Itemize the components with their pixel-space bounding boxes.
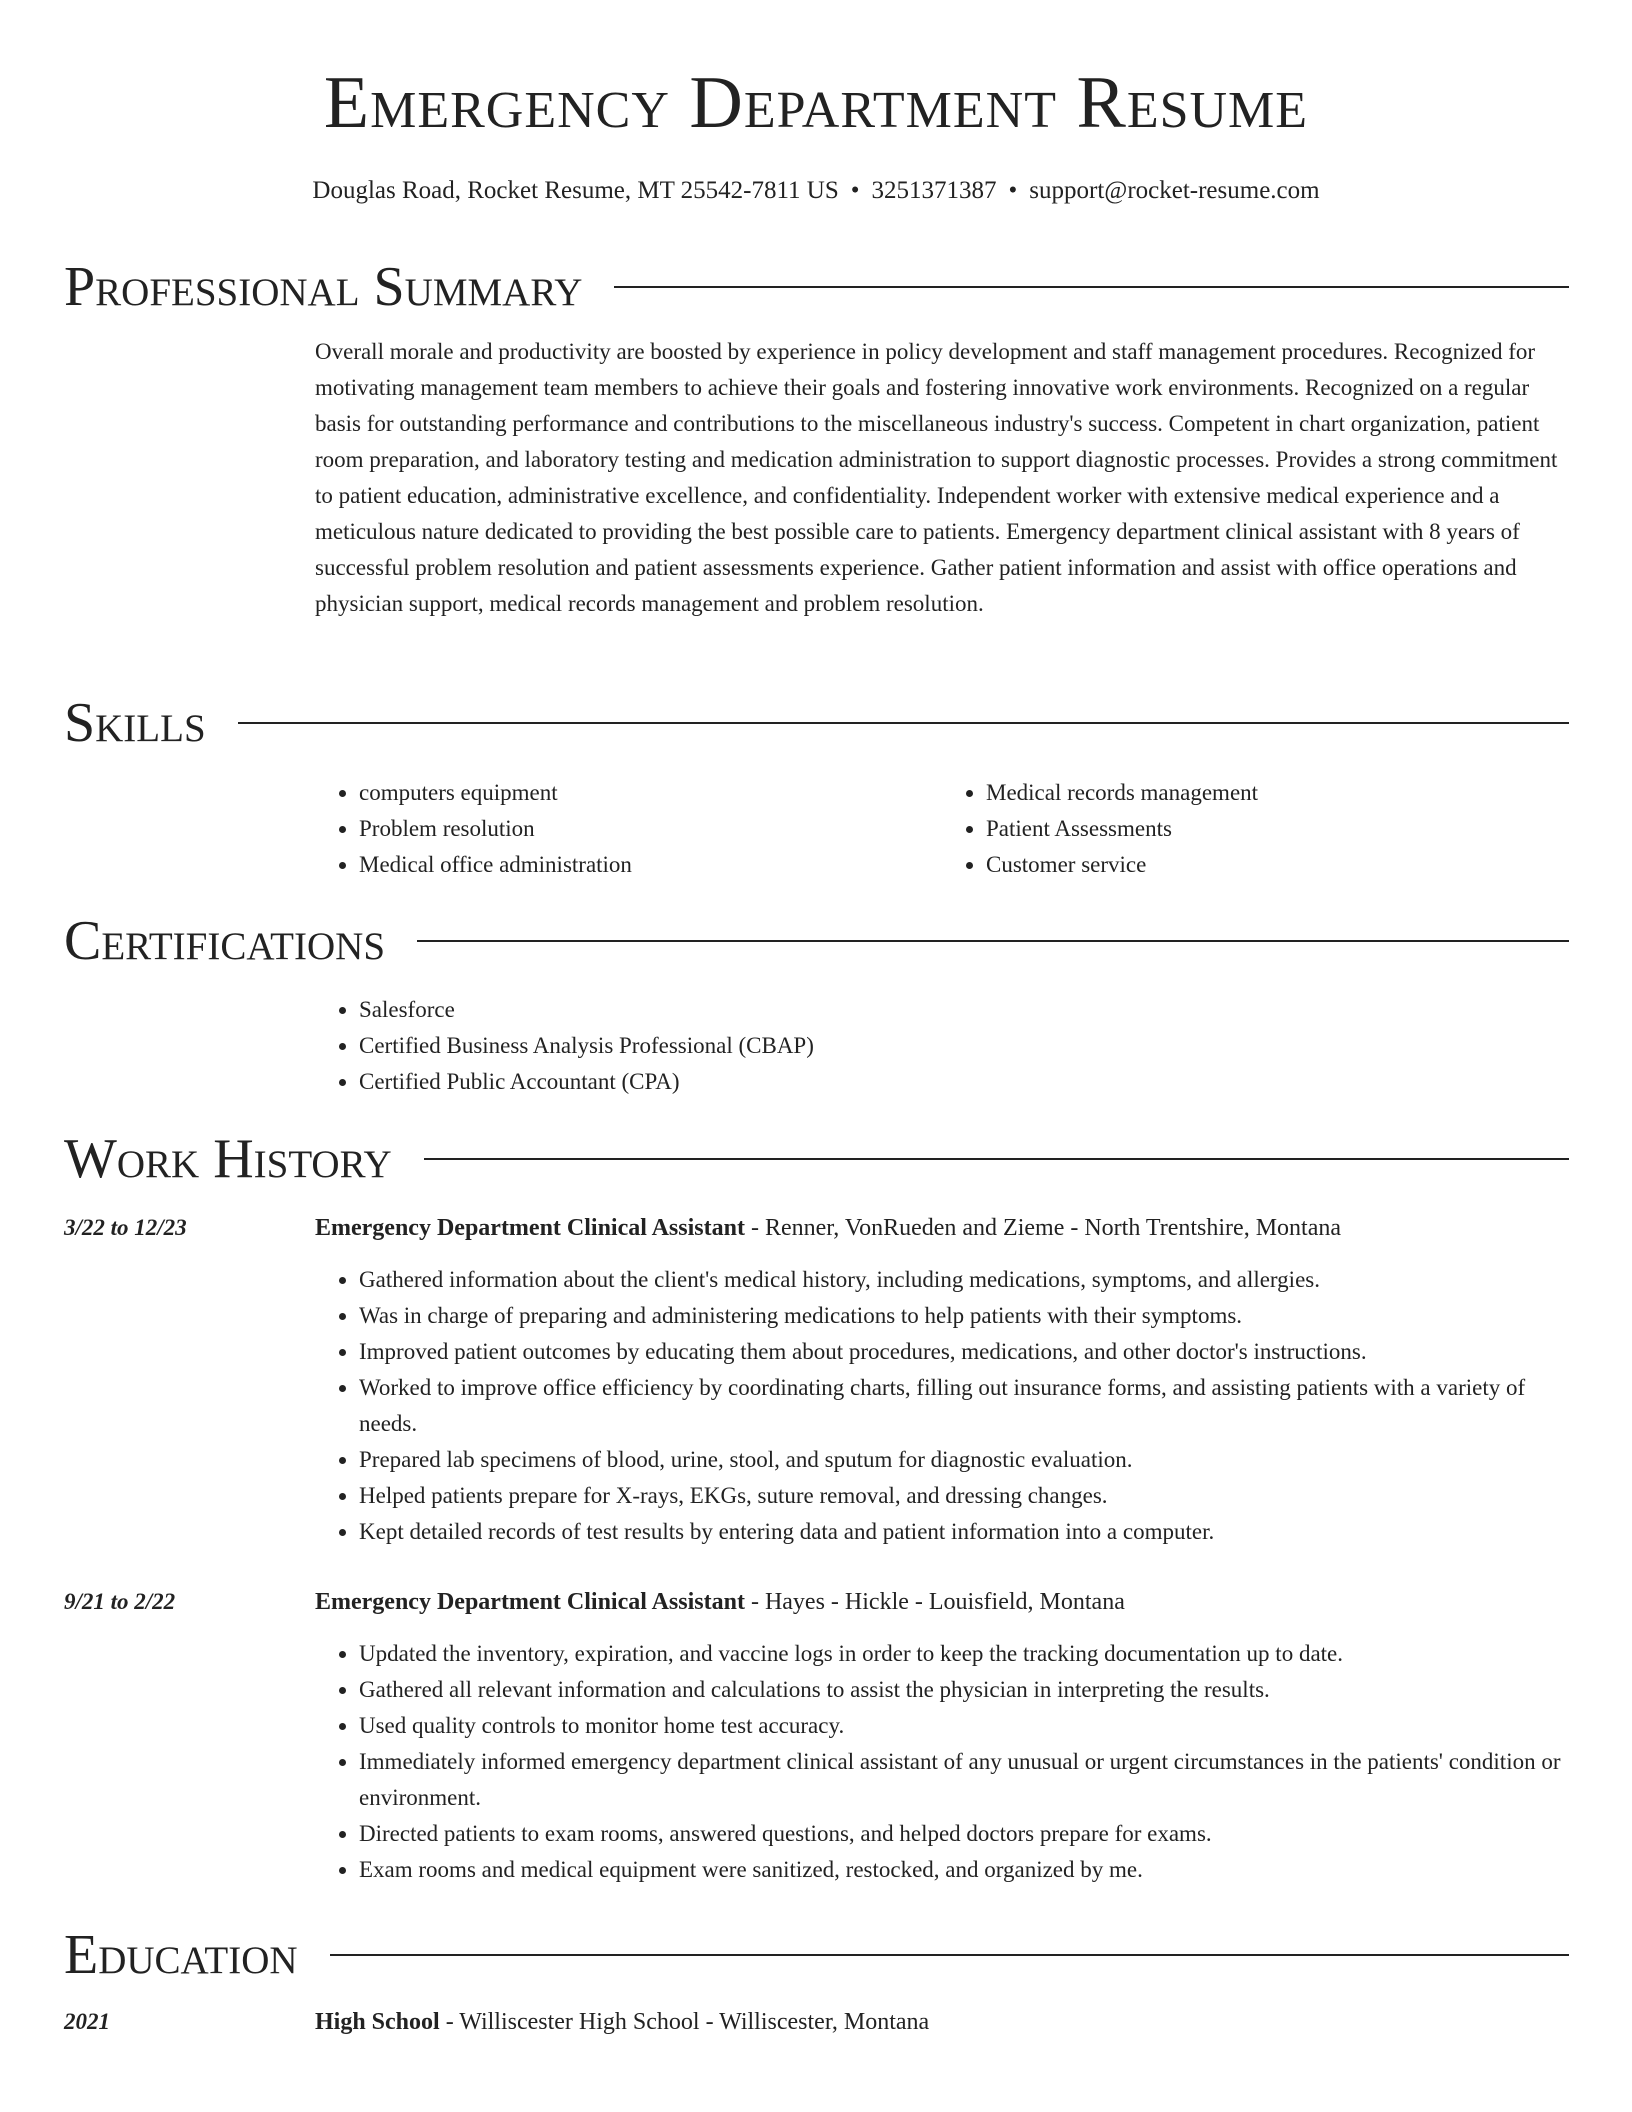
contact-separator: • bbox=[850, 177, 860, 204]
list-item: • Patient Assessments bbox=[986, 811, 1569, 847]
job-entry bbox=[64, 1584, 1569, 1888]
job-title-line bbox=[315, 1210, 1569, 1246]
list-item: • Medical office administration bbox=[359, 847, 942, 883]
contact-phone: 3251371387 bbox=[871, 177, 997, 204]
list-item: • Was in charge of preparing and administering medications to help patients with their symptoms. bbox=[359, 1298, 1569, 1334]
job-title-line bbox=[315, 1584, 1569, 1620]
contact-email: support@rocket-resume.com bbox=[1029, 177, 1320, 204]
skills-column-left bbox=[315, 775, 942, 883]
job-body bbox=[315, 1584, 1569, 1888]
list-item: • Medical records management bbox=[986, 775, 1569, 811]
list-item: • Kept detailed records of test results by entering data and patient information into a computer. bbox=[359, 1514, 1569, 1550]
certifications-heading bbox=[64, 906, 1569, 976]
list-item: • Certified Public Accountant (CPA) bbox=[359, 1064, 1569, 1100]
contact-address: Douglas Road, Rocket Resume, MT 25542-7811 US bbox=[312, 177, 839, 204]
job-details: - Renner, VonRueden and Zieme - North Trentshire, Montana bbox=[744, 1215, 1342, 1241]
education-heading bbox=[64, 1920, 1569, 1990]
section-divider bbox=[424, 1158, 1569, 1160]
skills-heading bbox=[64, 688, 1569, 758]
section-divider bbox=[417, 940, 1569, 942]
job-dates: 9/21 to 2/22 bbox=[64, 1589, 176, 1614]
education-body bbox=[315, 2004, 1569, 2040]
summary-text: Overall morale and productivity are boosted by experience in policy development and staff management procedures. Recognized for motivating management team members to achieve their goals and fostering innovative work environments. Recognized on a regular basis for outstanding performance and contributions to the miscellaneous industry's success. Competent in chart organization, patient room preparation, and laboratory testing and medication administration to support diagnostic processes. Provides a strong commitment to patient education, administrative excellence, and confidentiality. Independent worker with extensive medical experience and a meticulous nature dedicated to providing the best possible care to patients. Emergency department clinical assistant with 8 years of successful problem resolution and patient assessments experience. Gather patient information and assist with office operations and physician support, medical records management and problem resolution. bbox=[315, 339, 1558, 616]
section-title: Certifications bbox=[64, 910, 386, 972]
list-item: • Immediately informed emergency department clinical assistant of any unusual or urgent circumstances in the patients' condition or environment. bbox=[359, 1744, 1569, 1816]
list-item: • Used quality controls to monitor home test accuracy. bbox=[359, 1708, 1569, 1744]
section-divider bbox=[330, 1954, 1569, 1956]
job-bullets bbox=[315, 1636, 1569, 1888]
list-item: • Helped patients prepare for X-rays, EKGs, suture removal, and dressing changes. bbox=[359, 1478, 1569, 1514]
job-bullets bbox=[315, 1262, 1569, 1550]
list-item: • Problem resolution bbox=[359, 811, 942, 847]
contact-line bbox=[0, 175, 1632, 207]
section-divider bbox=[238, 722, 1569, 724]
section-title: Professional Summary bbox=[64, 256, 583, 318]
certifications-list bbox=[315, 992, 1569, 1100]
section-title: Skills bbox=[64, 692, 206, 754]
summary-content bbox=[315, 334, 1569, 622]
work-history-heading bbox=[64, 1124, 1569, 1194]
resume-title: Emergency Department Resume bbox=[323, 62, 1309, 144]
education-details: - Williscester High School - Williscester, Montana bbox=[439, 2009, 930, 2035]
job-body bbox=[315, 1210, 1569, 1550]
list-item: • Prepared lab specimens of blood, urine, stool, and sputum for diagnostic evaluation. bbox=[359, 1442, 1569, 1478]
job-details: - Hayes - Hickle - Louisfield, Montana bbox=[744, 1589, 1125, 1615]
certifications-section bbox=[64, 906, 1569, 1100]
education-degree: High School bbox=[315, 2009, 440, 2035]
education-section bbox=[64, 1920, 1569, 2040]
work-history-section bbox=[64, 1124, 1569, 1888]
list-item: • Salesforce bbox=[359, 992, 1569, 1028]
education-year: 2021 bbox=[64, 2009, 110, 2034]
education-title-line bbox=[315, 2004, 1569, 2040]
skills-section bbox=[64, 688, 1569, 883]
education-entry bbox=[64, 2004, 1569, 2040]
list-item: • Gathered all relevant information and calculations to assist the physician in interpreting the results. bbox=[359, 1672, 1569, 1708]
section-title: Work History bbox=[64, 1128, 392, 1190]
skills-list bbox=[315, 775, 1569, 883]
list-item: • Customer service bbox=[986, 847, 1569, 883]
job-entry bbox=[64, 1210, 1569, 1550]
contact-separator: • bbox=[1008, 177, 1018, 204]
section-divider bbox=[614, 286, 1569, 288]
list-item: • computers equipment bbox=[359, 775, 942, 811]
list-item: • Exam rooms and medical equipment were sanitized, restocked, and organized by me. bbox=[359, 1852, 1569, 1888]
job-role: Emergency Department Clinical Assistant bbox=[315, 1589, 745, 1615]
section-title: Education bbox=[64, 1924, 298, 1986]
list-item: • Directed patients to exam rooms, answered questions, and helped doctors prepare for exams. bbox=[359, 1816, 1569, 1852]
list-item: • Gathered information about the client's medical history, including medications, symptoms, and allergies. bbox=[359, 1262, 1569, 1298]
list-item: • Improved patient outcomes by educating them about procedures, medications, and other doctor's instructions. bbox=[359, 1334, 1569, 1370]
summary-section bbox=[64, 252, 1569, 622]
job-dates: 3/22 to 12/23 bbox=[64, 1215, 187, 1240]
list-item: • Certified Business Analysis Professional (CBAP) bbox=[359, 1028, 1569, 1064]
summary-heading bbox=[64, 252, 1569, 322]
certifications-items bbox=[315, 992, 1569, 1100]
list-item: • Worked to improve office efficiency by coordinating charts, filling out insurance forms, and assisting patients with a variety of needs. bbox=[359, 1370, 1569, 1442]
job-role: Emergency Department Clinical Assistant bbox=[315, 1215, 745, 1241]
list-item: • Updated the inventory, expiration, and vaccine logs in order to keep the tracking documentation up to date. bbox=[359, 1636, 1569, 1672]
skills-column-right bbox=[942, 775, 1569, 883]
